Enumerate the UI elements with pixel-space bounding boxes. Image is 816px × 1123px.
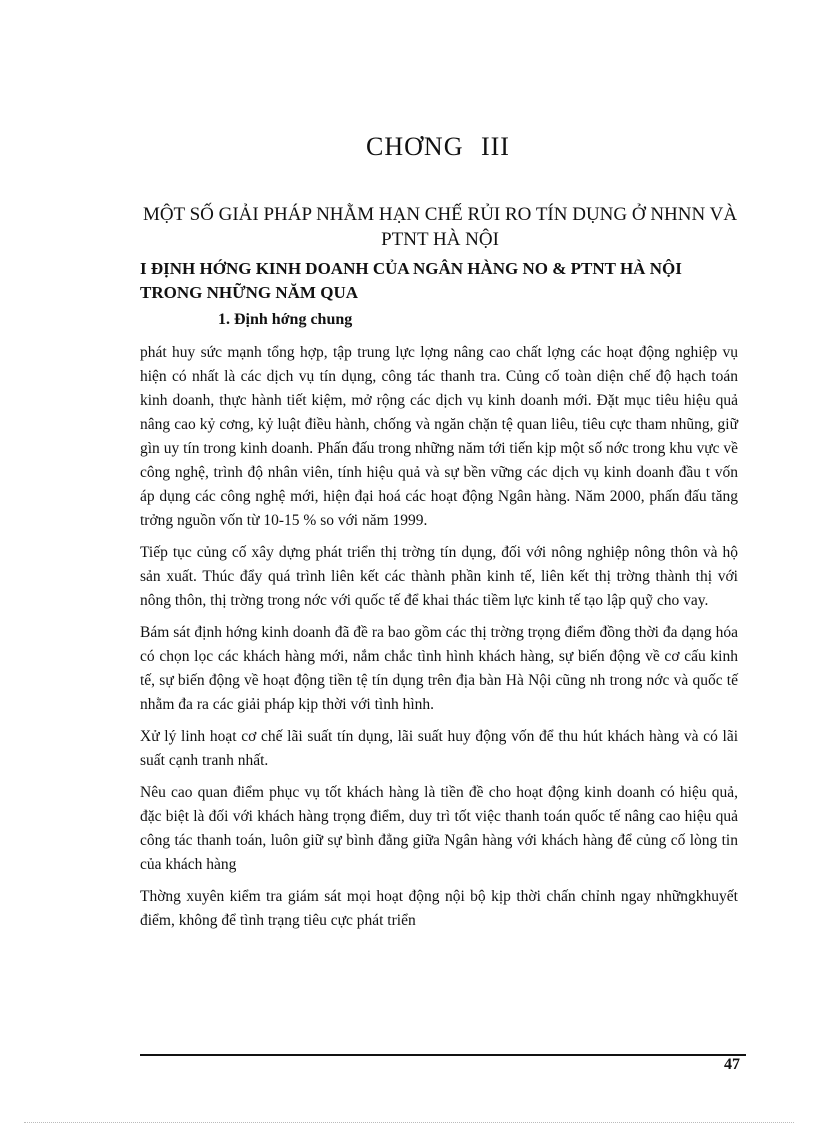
chapter-subtitle: MỘT SỐ GIẢI PHÁP NHẰM HẠN CHẾ RỦI RO TÍN DỤNG Ở NHNN VÀ PTNT HÀ NỘI — [142, 204, 738, 250]
chapter-title: CHƠNG III — [366, 132, 510, 161]
paragraph: Tiếp tục củng cố xây dựng phát triển thị trờng tín dụng, đối với nông nghiệp nông thôn và hộ sản xuất. Thúc đẩy quá trình liên kết các thành phần kinh tế, liên kết thị trờng thành thị với nông thôn, thị trờng trong nớc với quốc tế để khai thác tiềm lực kinh tế tạo lập quỹ cho vay. — [140, 544, 738, 609]
paragraph: Thờng xuyên kiểm tra giám sát mọi hoạt động nội bộ kịp thời chấn chỉnh ngay nhữngkhuyết điểm, không để tình trạng tiêu cực phát triển — [140, 888, 738, 929]
page-number: 47 — [724, 1056, 740, 1073]
paragraph: Xử lý linh hoạt cơ chế lãi suất tín dụng, lãi suất huy động vốn để thu hút khách hàng và có lãi suất cạnh tranh nhất. — [140, 728, 738, 769]
body-text — [140, 341, 738, 941]
footer-divider — [140, 1054, 746, 1056]
paragraph: Bám sát định hớng kinh doanh đã đề ra bao gồm các thị trờng trọng điểm đồng thời đa dạng hóa có chọn lọc các khách hàng mới, nắm chắc tình hình khách hàng, sự biến động về cơ cấu kinh tế, sự biến động về hoạt động tiền tệ tín dụng trên địa bàn Hà Nội cũng nh trong nớc và quốc tế nhằm đa ra các giải pháp kịp thời với tình hình. — [140, 624, 738, 713]
paragraph: Nêu cao quan điểm phục vụ tốt khách hàng là tiền đề cho hoạt động kinh doanh có hiệu quả, đặc biệt là đối với khách hàng trọng điểm, duy trì tốt việc thanh toán quốc tế nâng cao hiệu quả công tác thanh toán, luôn giữ sự bình đẳng giữa Ngân hàng với khách hàng để củng cố lòng tin của khách hàng — [140, 784, 738, 873]
section-heading: I ĐỊNH HỚNG KINH DOANH CỦA NGÂN HÀNG NO & PTNT HÀ NỘI TRONG NHỮNG NĂM QUA — [140, 259, 682, 302]
paragraph: phát huy sức mạnh tổng hợp, tập trung lực lợng nâng cao chất lợng các hoạt động nghiệp vụ hiện có nhất là các dịch vụ tín dụng, công tác thanh tra. Củng cố toàn diện chế độ hạch toán kinh doanh, thực hành tiết kiệm, mở rộng các dịch vụ kinh doanh mới. Đặt mục tiêu hiệu quả nâng cao kỷ cơng, kỷ luật điều hành, chống và ngăn chặn tệ quan liêu, tiêu cực tham nhũng, giữ gìn uy tín trong kinh doanh. Phấn đấu trong những năm tới tiến kịp một số nớc trong khu vực về công nghệ, trình độ nhân viên, tính hiệu quả và sự bền vững các dịch vụ kinh doanh đầu t vốn áp dụng các công nghệ mới, hiện đại hoá các hoạt động Ngân hàng. Năm 2000, phấn đấu tăng trởng nguồn vốn từ 10-15 % so với năm 1999. — [140, 344, 738, 529]
subsection-heading: 1. Định hớng chung — [218, 311, 353, 328]
